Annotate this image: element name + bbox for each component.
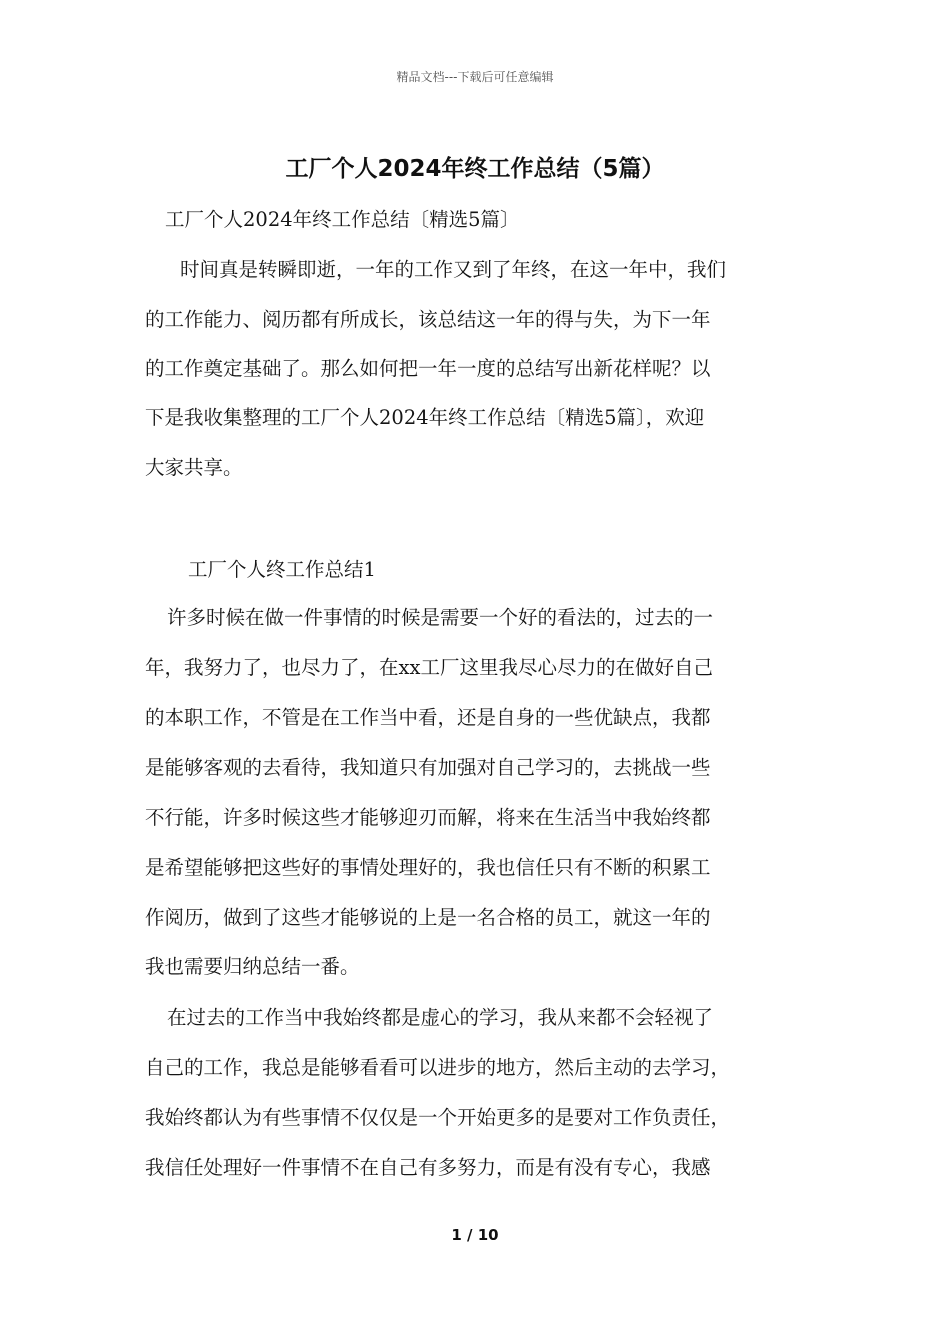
paragraph-line: 我始终都认为有些事情不仅仅是一个开始更多的是要对工作负责任，: [145, 1106, 731, 1129]
paragraph-line: 在过去的工作当中我始终都是虚心的学习，我从来都不会轻视了: [167, 1006, 714, 1029]
document-title: 工厂个人2024年终工作总结（5篇）: [285, 156, 665, 182]
paragraph-line: 不行能，许多时候这些才能够迎刃而解，将来在生活当中我始终都: [145, 806, 711, 829]
section-heading: 工厂个人终工作总结1: [188, 558, 376, 581]
page-number: 1 / 10: [451, 1226, 499, 1244]
paragraph-line: 我信任处理好一件事情不在自己有多努力，而是有没有专心，我感: [145, 1156, 711, 1179]
paragraph-line: 的本职工作，不管是在工作当中看，还是自身的一些优缺点，我都: [145, 706, 711, 729]
paragraph-line: 是希望能够把这些好的事情处理好的，我也信任只有不断的积累工: [145, 856, 711, 879]
paragraph-line: 自己的工作，我总是能够看看可以进步的地方，然后主动的去学习，: [145, 1056, 731, 1079]
intro-line: 的工作奠定基础了。那么如何把一年一度的总结写出新花样呢？以: [145, 357, 711, 380]
intro-line: 的工作能力、阅历都有所成长，该总结这一年的得与失，为下一年: [145, 308, 711, 331]
paragraph-line: 作阅历，做到了这些才能够说的上是一名合格的员工，就这一年的: [145, 906, 711, 929]
document-subtitle: 工厂个人2024年终工作总结〔精选5篇〕: [165, 208, 520, 231]
intro-line: 时间真是转瞬即逝，一年的工作又到了年终，在这一年中，我们: [180, 258, 727, 281]
paragraph-line: 年，我努力了，也尽力了，在xx工厂这里我尽心尽力的在做好自己: [145, 656, 713, 679]
header-note: 精品文档---下载后可任意编辑: [396, 70, 554, 84]
paragraph-line: 许多时候在做一件事情的时候是需要一个好的看法的，过去的一: [167, 606, 714, 629]
intro-line: 大家共享。: [145, 456, 243, 479]
intro-line: 下是我收集整理的工厂个人2024年终工作总结〔精选5篇〕，欢迎: [145, 406, 705, 429]
paragraph-line: 是能够客观的去看待，我知道只有加强对自己学习的，去挑战一些: [145, 756, 711, 779]
paragraph-line: 我也需要归纳总结一番。: [145, 955, 360, 978]
